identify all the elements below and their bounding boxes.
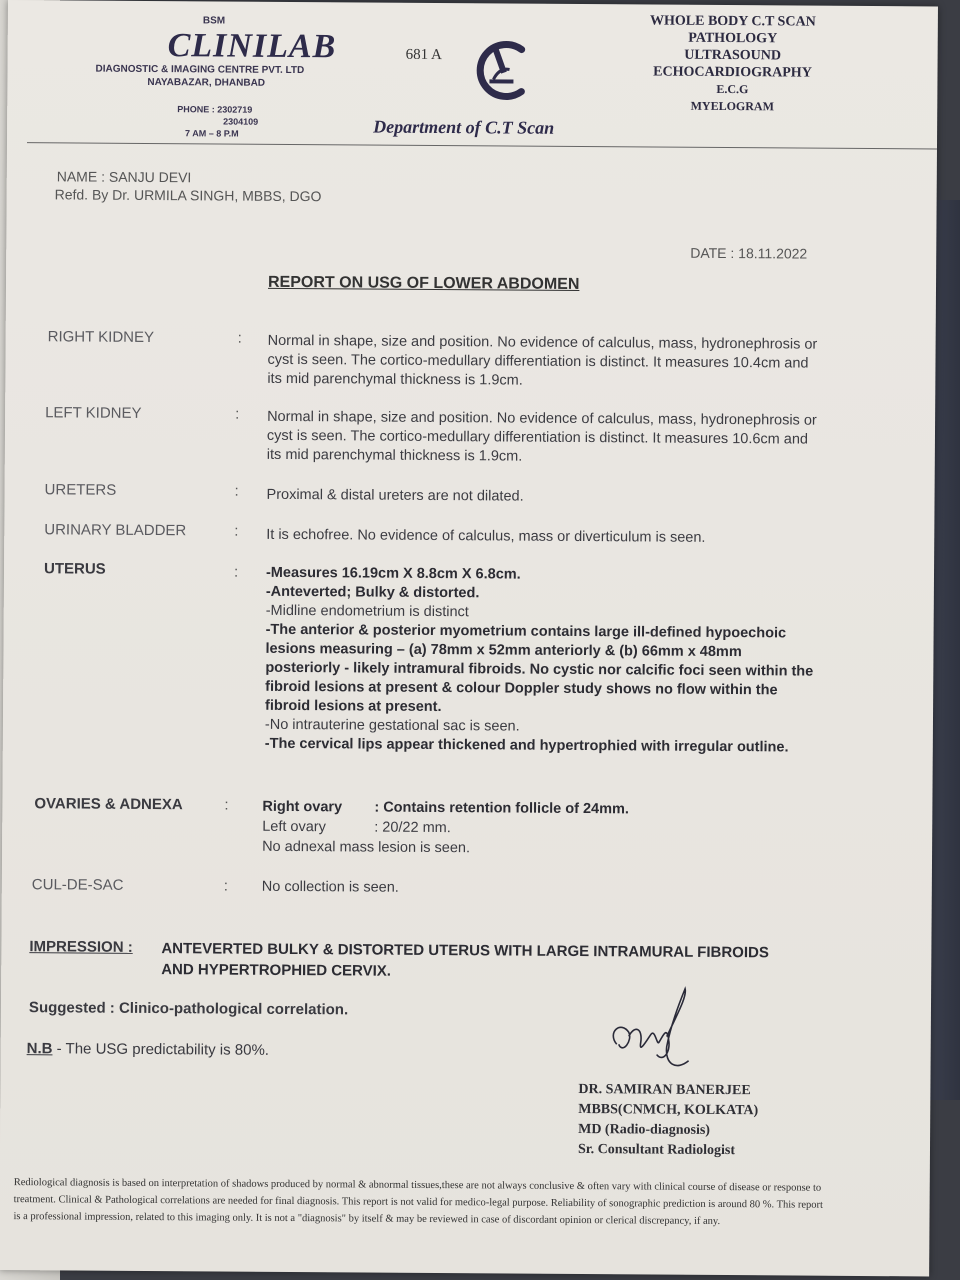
clinic-hours: 7 AM – 8 P.M [185, 128, 239, 139]
ovaries-label: OVARIES & ADNEXA [34, 795, 183, 814]
uterus-myometrium: -The anterior & posterior myometrium contains large ill-defined hypoechoic lesions measuring – (a) 78mm x 52mm anteriorly & (b) 66mm x 48mm posteriorly - likely intramural fibroids. No cystic nor calcific foci seen within the fibroid lesions at present & colour Doppler study shows no flow within the fibroid lesions at present. [265, 621, 814, 716]
services-list [627, 12, 838, 115]
left-kidney-label: LEFT KIDNEY [45, 404, 142, 422]
adnexal-text: No adnexal mass lesion is seen. [262, 838, 471, 857]
left-ovary-text: : 20/22 mm. [374, 819, 451, 837]
report-date: DATE : 18.11.2022 [690, 244, 808, 262]
cul-de-sac-label: CUL-DE-SAC [31, 876, 124, 894]
nb-line [27, 1040, 269, 1059]
uterus-cervix: -The cervical lips appear thickened and hypertrophied with irregular outline. [264, 735, 789, 756]
right-ovary-label: Right ovary [262, 798, 343, 816]
uterus-findings [265, 564, 816, 758]
right-kidney-text: Normal in shape, size and position. No evidence of calculus, mass, hydronephrosis or cyst is seen. The cortico-medullary differentiation is distinct. It measures 10.4cm and its mid parenchymal thickness is 1.9cm. [267, 332, 818, 389]
bsm-mark: BSM [202, 15, 226, 27]
ureters-text: Proximal & distal ureters are not dilated. [266, 486, 524, 505]
address-number: 681 A [405, 46, 442, 64]
doctor-degree-1: MBBS(CNMCH, KOLKATA) [578, 1102, 759, 1119]
header-rule [27, 142, 937, 149]
clinic-logo: CLINILAB [167, 27, 337, 66]
uterus-position: -Anteverted; Bulky & distorted. [265, 583, 480, 602]
clinic-phone-2: 2304109 [223, 116, 259, 127]
uterus-endometrium: -Midline endometrium is distinct [265, 602, 469, 621]
suggested-text: Suggested : Clinico-pathological correlation. [28, 999, 349, 1019]
signature-scribble [596, 984, 717, 1081]
service-ct-scan: WHOLE BODY C.T SCAN [649, 13, 816, 30]
department-title: Department of C.T Scan [373, 116, 555, 138]
service-ultrasound: ULTRASOUND [684, 47, 782, 64]
clinic-tagline: DIAGNOSTIC & IMAGING CENTRE PVT. LTD [95, 63, 305, 77]
colon: : [235, 405, 240, 423]
colon: : [237, 329, 242, 347]
patient-name: NAME : SANJU DEVI [56, 168, 192, 186]
uterus-label: UTERUS [43, 560, 106, 578]
clinic-location: NAYABAZAR, DHANBAD [147, 76, 266, 89]
uterus-gestational-sac: -No intrauterine gestational sac is seen. [264, 716, 520, 735]
cul-de-sac-text: No collection is seen. [261, 878, 399, 896]
signature-block [578, 1080, 758, 1161]
impression-label: IMPRESSION : [29, 938, 133, 956]
colon: : [234, 482, 239, 500]
colon: : [234, 522, 239, 540]
report-title: REPORT ON USG OF LOWER ABDOMEN [267, 273, 580, 293]
bladder-label: URINARY BLADDER [44, 521, 187, 540]
doctor-title: Sr. Consultant Radiologist [577, 1142, 736, 1159]
impression-text: ANTEVERTED BULKY & DISTORTED UTERUS WITH LARGE INTRAMURAL FIBROIDS AND HYPERTROPHIED CERVIX. [161, 940, 769, 980]
service-echocardiography: ECHOCARDIOGRAPHY [653, 64, 812, 81]
doctor-name: DR. SAMIRAN BANERJEE [578, 1082, 751, 1099]
service-pathology: PATHOLOGY [688, 30, 778, 47]
microscope-logo-icon [469, 35, 531, 105]
disclaimer-text: Rediological diagnosis is based on interpretation of shadows produced by normal & abnormal tissues,these are not always conclusive & often vary with clinical course of disease or response to treatment. Clinical & Pathological correlations are needed for final diagnosis. This report is not valid for medico-legal purpose. Reliability of sonographic prediction is around 80 %. This report is a professional impression, related to this imaging only. It is not a "diagnosis" by itself & may be reviewed in case of discordant opinion or clerical discrepancy, if any. [13, 1177, 824, 1228]
service-myelogram: MYELOGRAM [690, 98, 774, 114]
referring-doctor: Refd. By Dr. URMILA SINGH, MBBS, DGO [54, 186, 322, 205]
nb-label: N.B [26, 1040, 53, 1058]
colon: : [224, 796, 229, 814]
clinic-phone: PHONE : 2302719 [177, 104, 253, 115]
left-kidney-text: Normal in shape, size and position. No evidence of calculus, mass, hydronephrosis or cyst is seen. The cortico-medullary differentiation is distinct. It measures 10.6cm and its mid parenchymal thickness is 1.9cm. [266, 408, 817, 465]
service-ecg: E.C.G [716, 81, 749, 97]
nb-text: - The USG predictability is 80%. [52, 1040, 270, 1059]
left-ovary-label: Left ovary [262, 818, 326, 836]
ureters-label: URETERS [44, 481, 117, 499]
doctor-degree-2: MD (Radio-diagnosis) [578, 1122, 711, 1138]
bladder-text: It is echofree. No evidence of calculus, mass or diverticulum is seen. [266, 526, 706, 546]
colon: : [223, 877, 229, 895]
right-ovary-text: : Contains retention follicle of 24mm. [374, 799, 630, 818]
uterus-measures: -Measures 16.19cm X 8.8cm X 6.8cm. [265, 564, 521, 583]
colon: : [233, 563, 239, 581]
right-kidney-label: RIGHT KIDNEY [47, 328, 155, 347]
